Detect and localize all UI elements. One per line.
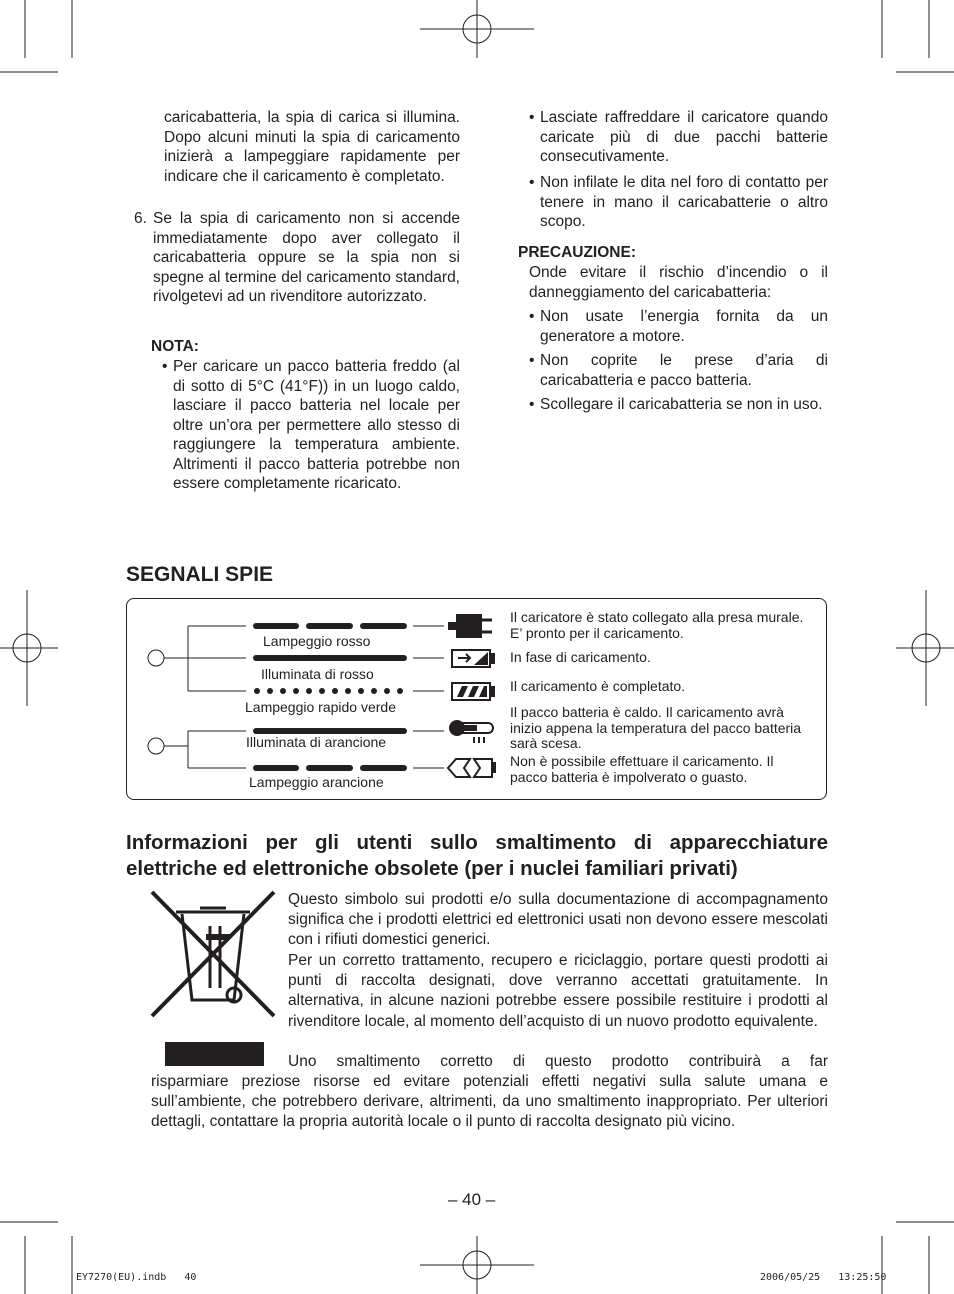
nota-bullet xyxy=(162,357,460,494)
desc-hot: Il pacco batteria è caldo. Il caricamento avrà inizio appena la temperatura del pacco batteria sarà scesa. xyxy=(510,704,802,751)
right-bullet-1 xyxy=(529,108,828,167)
precauzione-bullet-1-text: Non usate l’energia fornita da un generatore a motore. xyxy=(540,308,828,345)
info-paragraph-1: Questo simbolo sui prodotti e/o sulla documentazione di accompagnamento significa che i prodotti elettrici ed elettronici usati non devono essere mescolati con i rifiuti domestici generici. xyxy=(288,891,828,949)
right-bullet-1-text: Lasciate raffreddare il caricatore quando caricate più di due pacchi batterie consecutivamente. xyxy=(540,109,828,165)
bullet-marker: • xyxy=(529,308,535,325)
info-heading-line1: Informazioni per gli utenti sullo smaltimento di apparecchiature xyxy=(126,831,828,854)
nota-bullet-text: Per caricare un pacco batteria freddo (al di sotto di 5°C (41°F)) in un luogo caldo, lasciare il pacco batteria nel locale per oltre un’ora per permettere allo stesso di raggiungere la temperatura ambiente. Altrimenti il pacco batteria potrebbe non essere completamente ricaricato. xyxy=(173,358,460,492)
battery-charging-icon xyxy=(452,650,494,667)
info-paragraph-3-first-line: Uno smaltimento corretto di questo prodotto contribuirà a far xyxy=(288,1053,828,1070)
item-6-text: Se la spia di caricamento non si accende immediatamente dopo aver collegato il caricabatteria oppure se la spia non si spegne al termine del caricamento standard, rivolgetevi ad un rivenditore autorizzato. xyxy=(153,210,460,305)
plug-icon xyxy=(448,614,492,638)
info-heading-line2: elettriche ed elettroniche obsolete (per i nuclei familiari privati) xyxy=(126,857,738,880)
label-illuminata-rosso: Illuminata di rosso xyxy=(261,666,374,682)
info-paragraph-2: Per un corretto trattamento, recupero e riciclaggio, portare questi prodotti ai punti di raccolta designati, dove verranno accettati gratuitamente. In alternativa, in alcune nazioni potrebbe essere possibile restituire i prodotti al rivenditore locale, al momento dell’acquisto di un nuovo prodotto equivalente. xyxy=(288,952,828,1030)
label-illuminata-arancione: Illuminata di arancione xyxy=(246,734,387,750)
info-paragraph-3: risparmiare preziose risorse ed evitare potenziali effetti negativi sulla salute umana e sull’ambiente, che potrebbero derivare, altrimenti, da uno smaltimento inappropriato. Per ulteriori dettagli, contattare la propria autorità locale o il punto di raccolta designato più vicino. xyxy=(151,1073,828,1131)
desc-plugged: Il caricatore è stato collegato alla presa murale. E’ pronto per il caricamento. xyxy=(510,609,804,641)
label-lampeggio-rapido-verde: Lampeggio rapido verde xyxy=(245,699,396,715)
desc-complete: Il caricamento è completato. xyxy=(510,678,686,694)
item-6-number: 6. xyxy=(134,210,147,227)
bullet-marker: • xyxy=(529,352,535,369)
desc-charging: In fase di caricamento. xyxy=(510,649,651,665)
precauzione-bullet-3 xyxy=(529,395,828,415)
page-number: – 40 – xyxy=(448,1190,496,1209)
precauzione-bullet-1 xyxy=(529,307,828,346)
nota-heading: NOTA: xyxy=(151,338,199,355)
orange-lamp-icon xyxy=(148,738,164,754)
precauzione-heading: PRECAUZIONE: xyxy=(518,244,636,261)
right-bullet-2 xyxy=(529,173,828,232)
bullet-marker: • xyxy=(529,174,535,191)
battery-full-icon xyxy=(452,683,494,700)
footer-file: EY7270(EU).indb 40 xyxy=(76,1272,197,1283)
thermometer-icon xyxy=(449,720,493,743)
precauzione-bullet-2-text: Non coprite le prese d’aria di caricabatteria e pacco batteria. xyxy=(540,352,828,389)
left-para-continued: caricabatteria, la spia di carica si illumina. Dopo alcuni minuti la spia di caricamento inizierà a lampeggiare rapidamente per indicare che il caricamento è completato. xyxy=(164,109,460,185)
label-lampeggio-rosso: Lampeggio rosso xyxy=(263,633,371,649)
bullet-marker: • xyxy=(529,109,535,126)
bullet-marker: • xyxy=(529,396,535,413)
precauzione-intro: Onde evitare il rischio d’incendio o il danneggiamento del caricabatteria: xyxy=(529,264,828,301)
desc-fault: Non è possibile effettuare il caricamento. Il pacco batteria è impolverato o guasto. xyxy=(510,753,774,785)
bullet-marker: • xyxy=(162,358,168,375)
battery-fault-icon xyxy=(448,759,495,777)
precauzione-bullet-2 xyxy=(529,351,828,390)
label-lampeggio-arancione: Lampeggio arancione xyxy=(249,774,384,790)
segnali-heading: SEGNALI SPIE xyxy=(126,563,274,586)
right-bullet-2-text: Non infilate le dita nel foro di contatto per tenere in mano il caricabatterie o altro scopo. xyxy=(540,174,828,230)
precauzione-bullet-3-text: Scollegare il caricabatteria se non in uso. xyxy=(540,396,823,413)
footer-timestamp: 2006/05/25 13:25:50 xyxy=(760,1272,887,1283)
red-lamp-icon xyxy=(148,650,164,666)
crossed-bin-icon xyxy=(148,890,278,1070)
